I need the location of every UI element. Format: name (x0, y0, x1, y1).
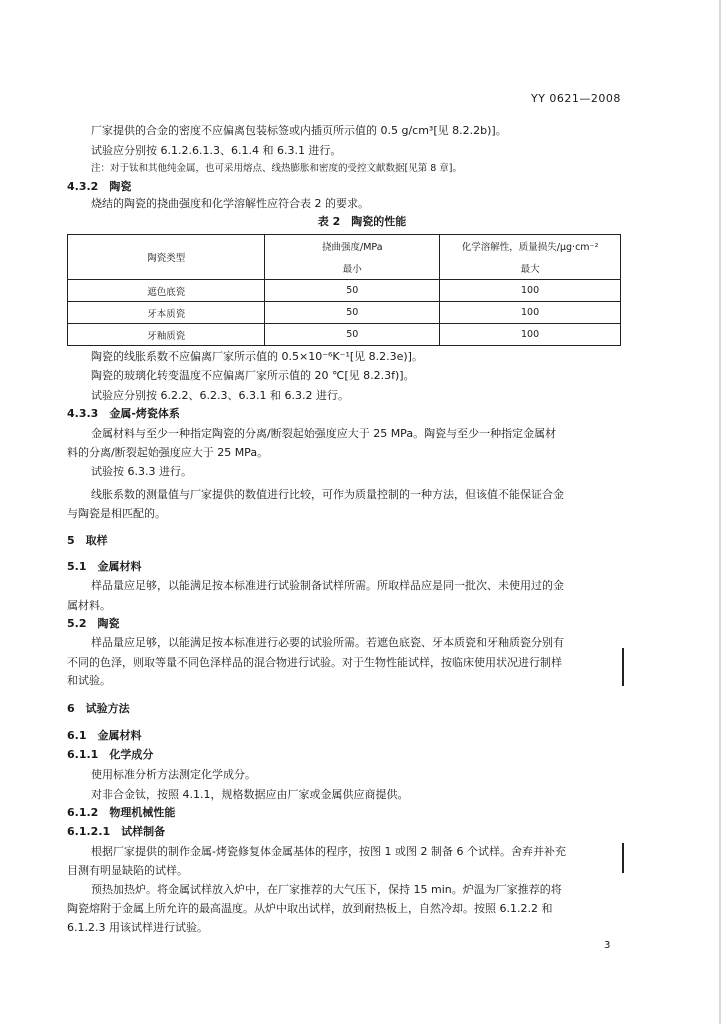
cell-solubility: 100 (440, 302, 621, 324)
paragraph-furnace: 预热加热炉。将金属试样放入炉中，在厂家推荐的大气压下，保持 15 min。炉温为厂家推荐的将 (91, 883, 562, 896)
paragraph-chem-analysis: 使用标准分析方法测定化学成分。 (91, 768, 256, 781)
table-row (68, 302, 621, 324)
paragraph-bond-strength: 金属材料与至少一种指定陶瓷的分离/断裂起始强度应大于 25 MPa。陶瓷与至少一种指定金属材 (91, 427, 557, 440)
paragraph-specimen-prep-cont: 目测有明显缺陷的试样。 (67, 864, 188, 877)
table-title: 表 2 陶瓷的性能 (317, 215, 407, 228)
heading-4-3-3: 4.3.3 金属-烤瓷体系 (67, 407, 180, 420)
header-chemical-solubility: 化学溶解性，质量损失/μg·cm⁻² (440, 235, 621, 258)
paragraph-titanium: 对非合金钛，按照 4.1.1，规格数据应由厂家或金属供应商提供。 (91, 788, 409, 801)
heading-6-1-2-1: 6.1.2.1 试样制备 (67, 825, 166, 838)
paragraph-qc: 线胀系数的测量值与厂家提供的数值进行比较，可作为质量控制的一种方法，但该值不能保证合金 (91, 488, 564, 501)
heading-5-2: 5.2 陶瓷 (67, 617, 120, 630)
cell-type: 遮色底瓷 (68, 280, 265, 302)
page-number: 3 (604, 940, 611, 951)
paragraph-bond-strength-cont: 料的分离/断裂起始强度应大于 25 MPa。 (67, 446, 269, 459)
paragraph-ceramic-sampling-cont: 不同的色泽，则取等量不同色泽样品的混合物进行试验。对于生物性能试样，按临床使用状况进行制样 (67, 656, 562, 669)
cell-type: 牙本质瓷 (68, 302, 265, 324)
paragraph-metal-sampling: 样品量应足够，以能满足按本标准进行试验制备试样所需。所取样品应是同一批次、未使用过的金 (91, 579, 564, 592)
table-row (68, 324, 621, 346)
ceramic-properties-table (67, 234, 621, 346)
cell-strength: 50 (265, 324, 440, 346)
heading-6-1-2: 6.1.2 物理机械性能 (67, 806, 176, 819)
cell-type: 牙釉质瓷 (68, 324, 265, 346)
cell-strength: 50 (265, 280, 440, 302)
heading-6: 6 试验方法 (67, 702, 130, 715)
header-min: 最小 (265, 257, 440, 280)
heading-5-1: 5.1 金属材料 (67, 560, 142, 573)
paragraph-qc-cont: 与陶瓷是相匹配的。 (67, 507, 166, 520)
paragraph-furnace-end: 6.1.2.3 用该试样进行试验。 (67, 921, 208, 934)
paragraph-density: 厂家提供的合金的密度不应偏离包装标签或内插页所示值的 0.5 g/cm³[见 8.2.2b)]。 (91, 124, 507, 137)
revision-bar (622, 648, 624, 686)
heading-6-1: 6.1 金属材料 (67, 729, 142, 742)
standard-number: YY 0621—2008 (531, 92, 621, 105)
heading-6-1-1: 6.1.1 化学成分 (67, 748, 154, 761)
page-edge (719, 0, 721, 1024)
note-text: 注：对于钛和其他纯金属，也可采用熔点、线热膨胀和密度的受控文献数据[见第 8 章]。 (91, 163, 462, 174)
heading-4-3-2: 4.3.2 陶瓷 (67, 180, 132, 193)
paragraph-specimen-prep: 根据厂家提供的制作金属-烤瓷修复体金属基体的程序，按图 1 或图 2 制备 6 个试样。舍弃并补充 (91, 845, 566, 858)
paragraph-ceramic-sampling: 样品量应足够，以能满足按本标准进行必要的试验所需。若遮色底瓷、牙本质瓷和牙釉质瓷分别有 (91, 636, 564, 649)
table-row (68, 280, 621, 302)
paragraph-ceramic-sampling-end: 和试验。 (67, 674, 111, 687)
table-header-row (68, 235, 621, 258)
heading-5: 5 取样 (67, 534, 108, 547)
cell-solubility: 100 (440, 324, 621, 346)
paragraph-test-ref: 试验应分别按 6.1.2.6.1.3、6.1.4 和 6.3.1 进行。 (91, 144, 342, 157)
paragraph-test-ref-ceramic: 试验应分别按 6.2.2、6.2.3、6.3.1 和 6.3.2 进行。 (91, 389, 349, 402)
header-max: 最大 (440, 257, 621, 280)
paragraph-test-ref-bond: 试验按 6.3.3 进行。 (91, 465, 192, 478)
paragraph-glass-transition: 陶瓷的玻璃化转变温度不应偏离厂家所示值的 20 ℃[见 8.2.3f)]。 (91, 369, 415, 382)
header-ceramic-type: 陶瓷类型 (68, 235, 265, 280)
paragraph-expansion: 陶瓷的线胀系数不应偏离厂家所示值的 0.5×10⁻⁶K⁻¹[见 8.2.3e)]。 (91, 350, 423, 363)
revision-bar (622, 843, 624, 873)
paragraph-ceramic-req: 烧结的陶瓷的挠曲强度和化学溶解性应符合表 2 的要求。 (91, 197, 369, 210)
paragraph-furnace-cont: 陶瓷熔附于金属上所允许的最高温度。从炉中取出试样，放到耐热板上，自然冷却。按照 6.1.2.2 和 (67, 902, 553, 915)
paragraph-metal-sampling-cont: 属材料。 (67, 599, 111, 612)
cell-strength: 50 (265, 302, 440, 324)
header-flexural-strength: 挠曲强度/MPa (265, 235, 440, 258)
cell-solubility: 100 (440, 280, 621, 302)
